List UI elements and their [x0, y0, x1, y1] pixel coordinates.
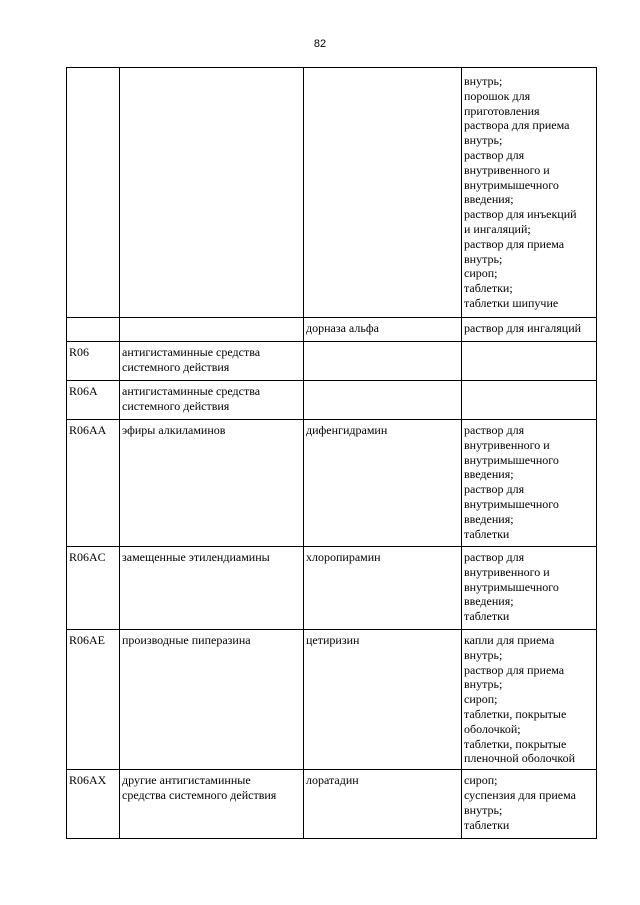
dosage-form-cell: сироп; суспензия для приема внутрь; таблетки: [462, 770, 597, 839]
table-row: [67, 630, 597, 770]
drug-name-cell: [304, 342, 462, 381]
dosage-form-cell: [462, 342, 597, 381]
atc-code-cell: R06AE: [67, 630, 120, 770]
drug-name-cell: цетиризин: [304, 630, 462, 770]
dosage-form-cell: капли для приема внутрь; раствор для приема внутрь; сироп; таблетки, покрытые оболочкой; таблетки, покрытые пленочной оболочкой: [462, 630, 597, 770]
atc-code-cell: R06A: [67, 381, 120, 420]
table-row: [67, 68, 597, 318]
group-name-cell: производные пиперазина: [120, 630, 304, 770]
atc-code-cell: R06AA: [67, 420, 120, 547]
drug-table: [66, 67, 597, 839]
dosage-form-cell: раствор для ингаляций: [462, 318, 597, 342]
table-row: [67, 547, 597, 630]
drug-name-cell: дифенгидрамин: [304, 420, 462, 547]
table-row: [67, 318, 597, 342]
table-row: [67, 770, 597, 839]
table-row: [67, 381, 597, 420]
dosage-form-cell: внутрь; порошок для приготовления раствора для приема внутрь; раствор для внутривенного и внутримышечного введения; раствор для инъекций и ингаляций; раствор для приема внутрь; сироп; таблетки; таблетки шипучие: [462, 68, 597, 318]
atc-code-cell: R06AX: [67, 770, 120, 839]
drug-name-cell: лоратадин: [304, 770, 462, 839]
group-name-cell: антигистаминные средства системного действия: [120, 342, 304, 381]
group-name-cell: эфиры алкиламинов: [120, 420, 304, 547]
atc-code-cell: [67, 68, 120, 318]
drug-name-cell: хлоропирамин: [304, 547, 462, 630]
page-number: 82: [313, 38, 327, 50]
dosage-form-cell: раствор для внутривенного и внутримышечного введения; таблетки: [462, 547, 597, 630]
atc-code-cell: R06AC: [67, 547, 120, 630]
table-row: [67, 342, 597, 381]
group-name-cell: другие антигистаминные средства системного действия: [120, 770, 304, 839]
group-name-cell: [120, 68, 304, 318]
dosage-form-cell: [462, 381, 597, 420]
drug-name-cell: [304, 381, 462, 420]
group-name-cell: замещенные этилендиамины: [120, 547, 304, 630]
group-name-cell: антигистаминные средства системного действия: [120, 381, 304, 420]
table-row: [67, 420, 597, 547]
atc-code-cell: R06: [67, 342, 120, 381]
drug-name-cell: дорназа альфа: [304, 318, 462, 342]
dosage-form-cell: раствор для внутривенного и внутримышечного введения; раствор для внутримышечного введения; таблетки: [462, 420, 597, 547]
drug-name-cell: [304, 68, 462, 318]
atc-code-cell: [67, 318, 120, 342]
group-name-cell: [120, 318, 304, 342]
